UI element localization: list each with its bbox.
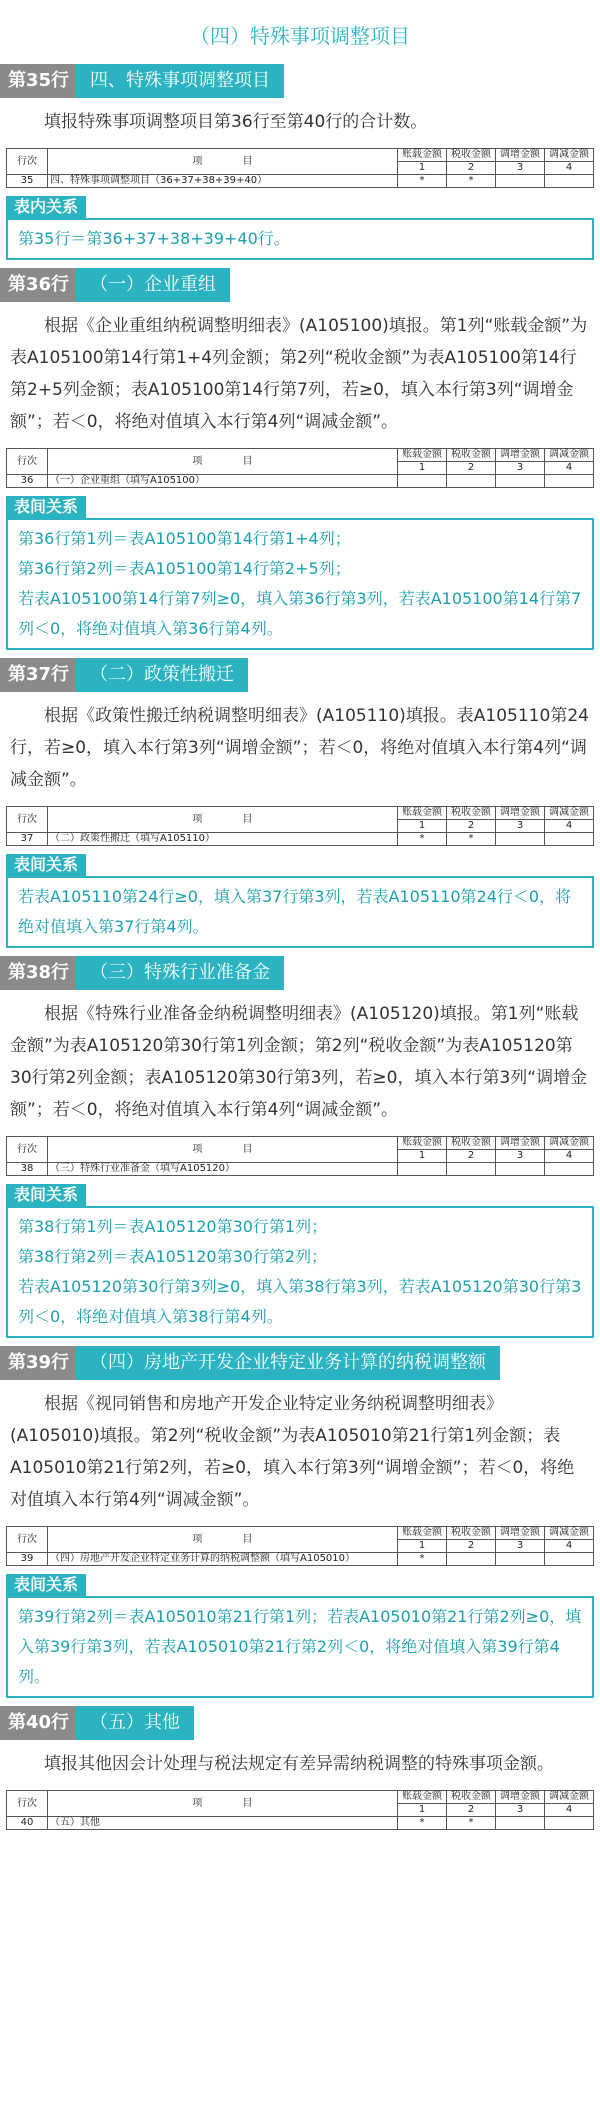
row-mark <box>545 1817 594 1830</box>
header-col: 调减金额 <box>545 807 594 820</box>
header-col: 调减金额 <box>545 1791 594 1804</box>
section-3 <box>0 956 600 1338</box>
row-mark <box>447 475 496 488</box>
header-col-num: 2 <box>447 1150 496 1163</box>
row-number: 35 <box>7 175 48 188</box>
section-1 <box>0 268 600 650</box>
table-header-row <box>7 449 594 462</box>
table-header-row <box>7 149 594 162</box>
header-col-num: 1 <box>398 820 447 833</box>
relation-block <box>0 1566 600 1698</box>
header-col: 调增金额 <box>496 149 545 162</box>
header-col-num: 2 <box>447 1540 496 1553</box>
section-title: （一）企业重组 <box>76 268 230 302</box>
header-col: 税收金额 <box>447 1527 496 1540</box>
relation-block <box>0 488 600 650</box>
row-item: （二）政策性搬迁（填写A105110） <box>48 833 398 846</box>
section-paragraph: 根据《视同销售和房地产开发企业特定业务纳税调整明细表》(A105010)填报。第2列“税收金额”为表A105010第21行第1列金额；表A105010第21行第2列，若≥0，填入本行第3列“调增金额”；若＜0，将绝对值填入本行第4列“调减金额”。 <box>10 1394 575 1510</box>
header-col-num: 3 <box>496 1540 545 1553</box>
section-row-label: 第37行 <box>0 658 76 692</box>
relation-label: 表内关系 <box>6 196 86 218</box>
section-title: （五）其他 <box>76 1706 194 1740</box>
row-mark <box>545 175 594 188</box>
relation-label: 表间关系 <box>6 1574 86 1596</box>
relation-label: 表间关系 <box>6 854 86 876</box>
section-row-label: 第38行 <box>0 956 76 990</box>
header-row-label: 行次 <box>7 807 48 833</box>
header-col: 税收金额 <box>447 449 496 462</box>
section-row-label: 第36行 <box>0 268 76 302</box>
header-col: 账载金额 <box>398 149 447 162</box>
section-row-label: 第39行 <box>0 1346 76 1380</box>
header-col-num: 3 <box>496 820 545 833</box>
row-mark <box>496 475 545 488</box>
header-item-label: 项 目 <box>48 1791 398 1817</box>
relation-block <box>0 846 600 948</box>
row-mark <box>496 1163 545 1176</box>
row-mark <box>496 175 545 188</box>
row-item: （三）特殊行业准备金（填写A105120） <box>48 1163 398 1176</box>
header-col-num: 4 <box>545 462 594 475</box>
section-paragraph: 填报特殊事项调整项目第36行至第40行的合计数。 <box>44 112 428 132</box>
row-mark: * <box>447 175 496 188</box>
row-item: （一）企业重组（填写A105100） <box>48 475 398 488</box>
header-col-num: 1 <box>398 462 447 475</box>
section-paragraph: 根据《企业重组纳税调整明细表》(A105100)填报。第1列“账载金额”为表A105100第14行第1+4列金额；第2列“税收金额”为表A105100第14行第2+5列金额；表A105100第14行第7列，若≥0，填入本行第3列“调增金额”；若＜0，将绝对值填入本行第4列“调减金额”。 <box>10 316 588 432</box>
header-col-num: 1 <box>398 1150 447 1163</box>
relation-line: 若表A105110第24行≥0，填入第37行第3列，若表A105110第24行＜0，将绝对值填入第37行第4列。 <box>18 887 572 936</box>
header-col: 调增金额 <box>496 1791 545 1804</box>
header-col-num: 4 <box>545 1804 594 1817</box>
header-row-label: 行次 <box>7 449 48 475</box>
header-item-label: 项 目 <box>48 149 398 175</box>
row-number: 38 <box>7 1163 48 1176</box>
table-header-row <box>7 1527 594 1540</box>
relation-label: 表间关系 <box>6 496 86 518</box>
header-col: 账载金额 <box>398 1791 447 1804</box>
relation-line: 第36行第1列＝表A105100第14行第1+4列； <box>18 529 351 548</box>
row-number: 39 <box>7 1553 48 1566</box>
header-col-num: 4 <box>545 1150 594 1163</box>
header-col: 账载金额 <box>398 449 447 462</box>
row-mark <box>447 1163 496 1176</box>
section-paragraph: 填报其他因会计处理与税法规定有差异需纳税调整的特殊事项金额。 <box>44 1754 554 1774</box>
row-mark: * <box>398 175 447 188</box>
section-title: 四、特殊事项调整项目 <box>76 64 284 98</box>
row-mark <box>398 475 447 488</box>
row-mark <box>496 1817 545 1830</box>
row-number: 37 <box>7 833 48 846</box>
table-header-row <box>7 807 594 820</box>
header-col: 调减金额 <box>545 1137 594 1150</box>
section-row-label: 第40行 <box>0 1706 76 1740</box>
header-col-num: 4 <box>545 820 594 833</box>
table-row <box>7 175 594 188</box>
page-title: （四）特殊事项调整项目 <box>190 24 410 48</box>
header-col: 税收金额 <box>447 1137 496 1150</box>
header-item-label: 项 目 <box>48 449 398 475</box>
row-item: （五）其他 <box>48 1817 398 1830</box>
header-col: 税收金额 <box>447 807 496 820</box>
header-col-num: 3 <box>496 1150 545 1163</box>
row-mark: * <box>398 833 447 846</box>
table-row <box>7 1817 594 1830</box>
row-item: 四、特殊事项调整项目（36+37+38+39+40） <box>48 175 398 188</box>
header-row-label: 行次 <box>7 1527 48 1553</box>
header-col: 账载金额 <box>398 807 447 820</box>
relation-line: 若表A105120第30行第3列≥0，填入第38行第3列，若表A105120第30行第3列＜0，将绝对值填入第38行第4列。 <box>18 1277 582 1326</box>
section-header <box>0 268 600 302</box>
header-col: 调减金额 <box>545 149 594 162</box>
table-row <box>7 1163 594 1176</box>
sections-container <box>0 64 600 1830</box>
header-col-num: 3 <box>496 162 545 175</box>
row-mark: * <box>447 833 496 846</box>
relation-box <box>6 1206 594 1338</box>
header-row-label: 行次 <box>7 1791 48 1817</box>
row-mark <box>398 1163 447 1176</box>
header-item-label: 项 目 <box>48 1137 398 1163</box>
header-col: 调增金额 <box>496 449 545 462</box>
section-0 <box>0 64 600 260</box>
header-col-num: 2 <box>447 162 496 175</box>
row-mark <box>545 1553 594 1566</box>
row-mark <box>545 833 594 846</box>
header-col: 调增金额 <box>496 1527 545 1540</box>
section-header <box>0 956 600 990</box>
header-col: 账载金额 <box>398 1527 447 1540</box>
relation-line: 第38行第1列＝表A105120第30行第1列； <box>18 1217 328 1236</box>
relation-label: 表间关系 <box>6 1184 86 1206</box>
header-col: 调增金额 <box>496 807 545 820</box>
form-table <box>6 1790 594 1830</box>
header-col: 调减金额 <box>545 449 594 462</box>
row-mark <box>545 475 594 488</box>
header-col-num: 3 <box>496 1804 545 1817</box>
row-item: （四）房地产开发企业特定业务计算的纳税调整额（填写A105010） <box>48 1553 398 1566</box>
header-col-num: 2 <box>447 1804 496 1817</box>
section-paragraph: 根据《政策性搬迁纳税调整明细表》(A105110)填报。表A105110第24行，若≥0，填入本行第3列“调增金额”；若＜0，将绝对值填入本行第4列“调减金额”。 <box>10 706 589 790</box>
table-row <box>7 1553 594 1566</box>
form-table <box>6 806 594 846</box>
header-col-num: 4 <box>545 1540 594 1553</box>
section-header <box>0 64 600 98</box>
row-mark: * <box>447 1817 496 1830</box>
section-paragraph: 根据《特殊行业准备金纳税调整明细表》(A105120)填报。第1列“账载金额”为表A105120第30行第1列金额；第2列“税收金额”为表A105120第30行第2列金额；表A105120第30行第3列，若≥0，填入本行第3列“调增金额”；若＜0，将绝对值填入本行第4列“调减金额”。 <box>10 1004 588 1120</box>
row-number: 36 <box>7 475 48 488</box>
table-header-row <box>7 1137 594 1150</box>
header-item-label: 项 目 <box>48 1527 398 1553</box>
section-2 <box>0 658 600 948</box>
row-mark <box>496 833 545 846</box>
page <box>0 16 600 1830</box>
relation-box <box>6 218 594 260</box>
section-header <box>0 1346 600 1380</box>
relation-box <box>6 1596 594 1698</box>
form-table <box>6 148 594 188</box>
header-col-num: 4 <box>545 162 594 175</box>
form-table <box>6 1526 594 1566</box>
header-col: 税收金额 <box>447 1791 496 1804</box>
header-item-label: 项 目 <box>48 807 398 833</box>
section-row-label: 第35行 <box>0 64 76 98</box>
relation-line: 第36行第2列＝表A105100第14行第2+5列； <box>18 559 351 578</box>
section-title: （四）房地产开发企业特定业务计算的纳税调整额 <box>76 1346 500 1380</box>
relation-box <box>6 518 594 650</box>
header-col-num: 1 <box>398 162 447 175</box>
section-4 <box>0 1346 600 1698</box>
row-number: 40 <box>7 1817 48 1830</box>
header-col: 调减金额 <box>545 1527 594 1540</box>
row-mark <box>447 1553 496 1566</box>
section-title: （三）特殊行业准备金 <box>76 956 284 990</box>
header-col: 调增金额 <box>496 1137 545 1150</box>
row-mark <box>545 1163 594 1176</box>
relation-line: 第35行＝第36+37+38+39+40行。 <box>18 229 290 248</box>
relation-line: 若表A105100第14行第7列≥0，填入第36行第3列，若表A105100第14行第7列＜0，将绝对值填入第36行第4列。 <box>18 589 582 638</box>
table-row <box>7 833 594 846</box>
header-col-num: 2 <box>447 820 496 833</box>
row-mark <box>496 1553 545 1566</box>
section-title: （二）政策性搬迁 <box>76 658 248 692</box>
header-row-label: 行次 <box>7 1137 48 1163</box>
form-table <box>6 448 594 488</box>
relation-block <box>0 188 600 260</box>
table-row <box>7 475 594 488</box>
table-header-row <box>7 1791 594 1804</box>
header-col: 账载金额 <box>398 1137 447 1150</box>
section-5 <box>0 1706 600 1830</box>
section-header <box>0 1706 600 1740</box>
header-col-num: 2 <box>447 462 496 475</box>
relation-box <box>6 876 594 948</box>
row-mark: * <box>398 1553 447 1566</box>
relation-line: 第39行第2列＝表A105010第21行第1列；若表A105010第21行第2列≥0，填入第39行第3列，若表A105010第21行第2列＜0，将绝对值填入第39行第4列。 <box>18 1607 582 1686</box>
relation-block <box>0 1176 600 1338</box>
row-mark: * <box>398 1817 447 1830</box>
header-col: 税收金额 <box>447 149 496 162</box>
section-header <box>0 658 600 692</box>
header-col-num: 1 <box>398 1804 447 1817</box>
header-row-label: 行次 <box>7 149 48 175</box>
header-col-num: 3 <box>496 462 545 475</box>
header-col-num: 1 <box>398 1540 447 1553</box>
relation-line: 第38行第2列＝表A105120第30行第2列； <box>18 1247 328 1266</box>
form-table <box>6 1136 594 1176</box>
